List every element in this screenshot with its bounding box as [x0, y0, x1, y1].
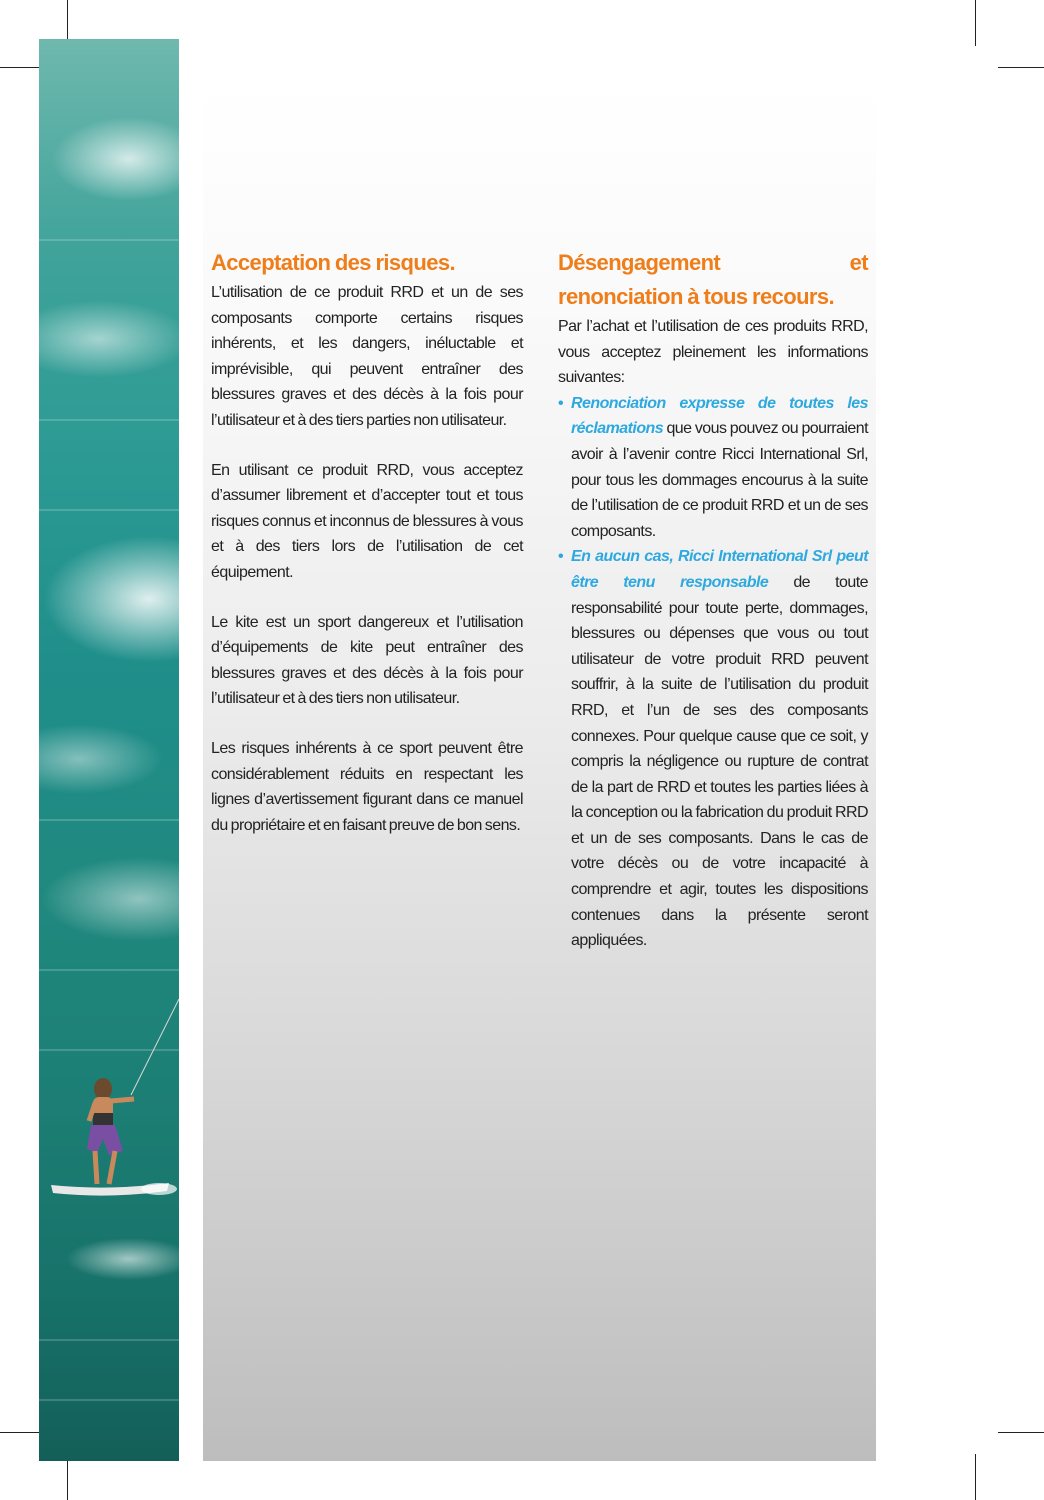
- right-intro: Par l’achat et l’utilisation de ces produits RRD, vous acceptez pleinement les informations suivantes:: [558, 318, 868, 387]
- crop-mark-bottom-right-h: [998, 1432, 1044, 1433]
- bullet-emphasis: Renonciation expresse de toutes les réclamations: [571, 394, 868, 438]
- crop-mark-bottom-right-v: [975, 1454, 976, 1500]
- kitesurfer-figure-icon: [39, 39, 179, 1461]
- list-item: [558, 391, 868, 545]
- bullet-text: que vous pouvez ou pourraient avoir à l’avenir contre Ricci International Srl, pour tous les dommages encourus à la suite de l’utilisation de ce produit RRD et un de ses composants.: [571, 420, 868, 540]
- left-column: [211, 246, 523, 862]
- bullet-emphasis: En aucun cas, Ricci International Srl peut être tenu responsable: [571, 548, 868, 591]
- bullet-text: de toute responsabilité pour toute perte, dommages, blessures ou dépenses que vous ou tout utilisateur de votre produit RRD peuvent souffrir, à la suite de l’utilisation du produit RRD, et l’un de ses des composants connexes. Pour quelque cause que ce soit, y compris la négligence ou rupture de contrat de la part de RRD et toutes les parties liées à la conception ou la fabrication du produit RRD et un de ses composants. Dans le cas de votre décès ou de votre incapacité à comprendre et agir, toutes les dispositions contenues dans la présente seront appliquées.: [571, 573, 868, 950]
- desengagement-heading: Désengagement et renonciation à tous recours.: [558, 250, 868, 309]
- crop-mark-top-right-h: [998, 67, 1044, 68]
- left-paragraph-4: Les risques inhérents à ce sport peuvent être considérablement réduits en respectant les lignes d’avertissement figurant dans ce manuel du propriétaire et en faisant preuve de bon sens.: [211, 739, 523, 834]
- left-paragraph-1: L’utilisation de ce produit RRD et un de ses composants comporte certains risques inhérents, et les dangers, inéluctable et imprévisible, qui peuvent entraîner des blessures graves et des décès à la fois pour l’utilisateur et à des tiers parties non utilisateur.: [211, 284, 523, 429]
- kitesurfer-photo: [39, 39, 179, 1461]
- right-column: [558, 246, 868, 954]
- crop-mark-top-right-v: [975, 0, 976, 46]
- list-item: [558, 544, 868, 954]
- left-paragraph-2: En utilisant ce produit RRD, vous acceptez d’assumer librement et d’accepter tout et tous risques connus et inconnus de blessures à vous et à des tiers lors de l’utilisation de cet équipement.: [211, 461, 523, 581]
- bullet-icon: •: [558, 394, 564, 412]
- acceptation-heading: Acceptation des risques.: [211, 250, 456, 275]
- left-paragraph-3: Le kite est un sport dangereux et l’utilisation d’équipements de kite peut entraîner des blessures graves et des décès à la fois pour l’utilisateur et à des tiers non utilisateur.: [211, 613, 523, 708]
- disclaimer-list: [558, 391, 868, 954]
- bullet-icon: •: [558, 548, 564, 566]
